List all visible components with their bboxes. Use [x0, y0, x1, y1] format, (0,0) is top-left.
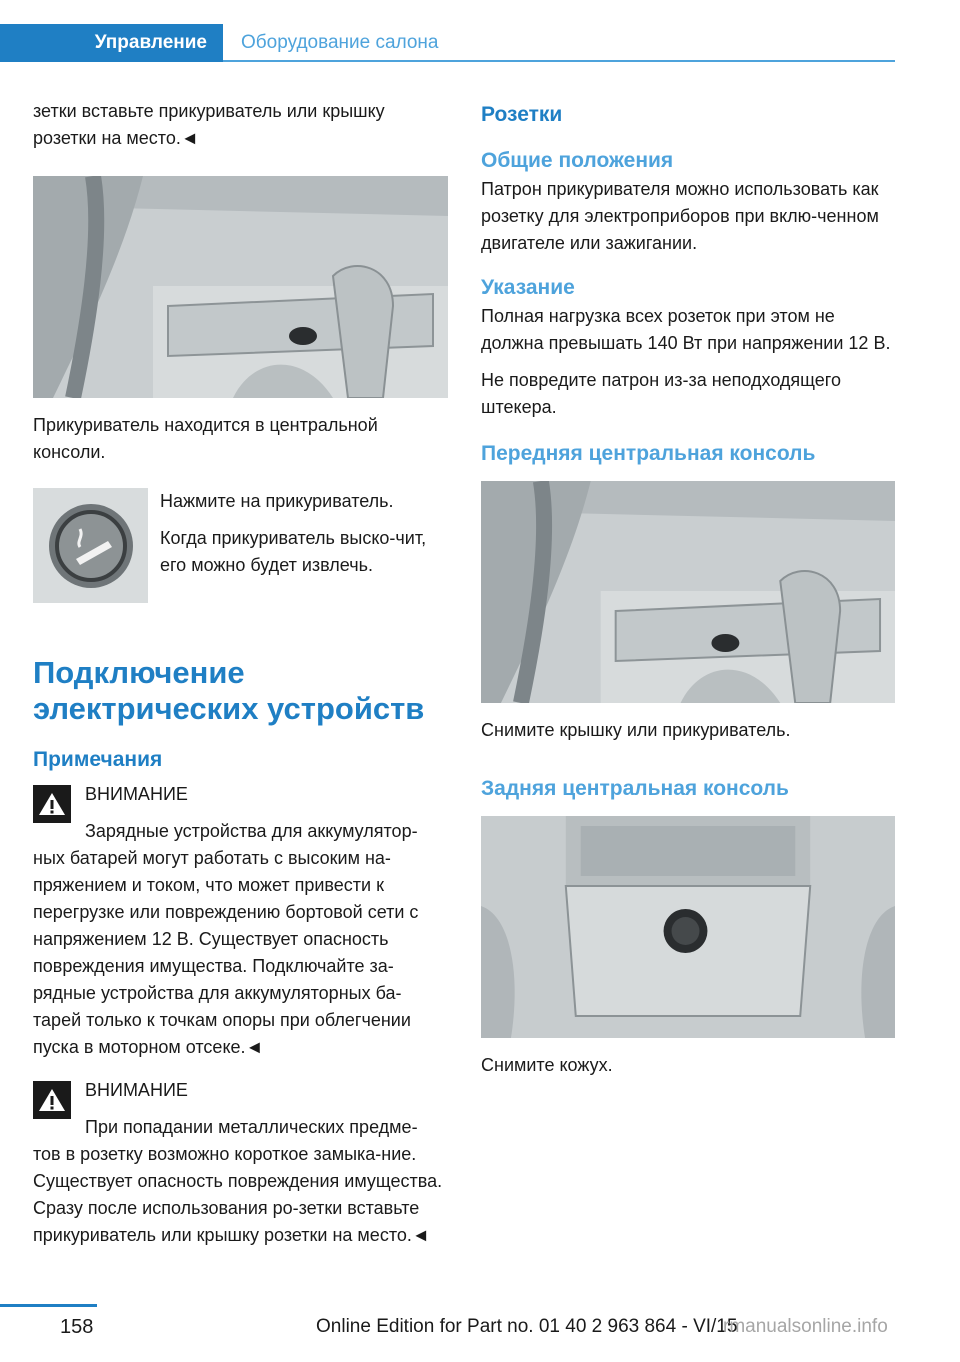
- rear-console-caption: Снимите кожух.: [481, 1055, 613, 1075]
- warning-label: ВНИМАНИЕ: [85, 784, 188, 804]
- front-console-photo: [481, 481, 895, 703]
- intro-text: зетки вставьте прикуриватель или крышку розетки на место.◄: [33, 101, 385, 148]
- footer-rule: [0, 1304, 97, 1307]
- watermark: rmanualsonline.info: [723, 1316, 888, 1337]
- rear-console-title: Задняя центральная консоль: [481, 777, 789, 800]
- header-bar: [0, 24, 895, 62]
- warning-block-1: [33, 781, 448, 845]
- section-tab[interactable]: Оборудование салона: [241, 32, 439, 53]
- warning-triangle-icon: [33, 785, 71, 823]
- general-title: Общие положения: [481, 149, 674, 172]
- front-console-title: Передняя центральная консоль: [481, 442, 816, 465]
- left-column: [33, 98, 448, 1249]
- sockets-title: Розетки: [481, 103, 563, 126]
- rear-console-photo: [481, 816, 895, 1038]
- press-instruction: Нажмите на прикуриватель.: [160, 491, 394, 511]
- lighter-icon-box: [33, 488, 148, 603]
- warning-block-2: [33, 1077, 448, 1141]
- note-text-2: Не повредите патрон из-за неподходящего штекера.: [481, 370, 841, 417]
- right-column: [481, 98, 895, 1079]
- warning-label: ВНИМАНИЕ: [85, 1080, 188, 1100]
- notes-title: Примечания: [33, 748, 163, 771]
- console-photo-lighter: [33, 176, 448, 398]
- warning-lead: При попадании металлических предме-: [85, 1117, 418, 1137]
- warning-lead: Зарядные устройства для аккумулятор-: [85, 821, 418, 841]
- note-text: Полная нагрузка всех розеток при этом не должна превышать 140 Вт при напряжении 12 В.: [481, 306, 891, 353]
- page-number: 158: [60, 1316, 94, 1338]
- note-title: Указание: [481, 276, 575, 299]
- chapter-tab[interactable]: Управление: [0, 24, 223, 62]
- section-title: Подключение электрических устройств: [33, 655, 425, 726]
- edition-line: Online Edition for Part no. 01 40 2 963 864 - VI/15: [316, 1316, 738, 1337]
- warning-body: тов в розетку возможно короткое замыка-ние. Существует опасность повреждения имущества. Сразу после использования ро-зетки вставьте прикуриватель или крышку розетки на место.◄: [33, 1144, 443, 1245]
- warning-body: ных батарей могут работать с высоким на-пряжением и током, что может привести к перегрузке или повреждению бортовой сети с напряжением 12 В. Существует опасность повреждения имущества. Подключайте за-рядные устройства для аккумуляторных ба-тарей только к точкам опоры при облегчении пуска в моторном отсеке.◄: [33, 848, 419, 1057]
- eject-instruction: Когда прикуриватель выско-чит, его можно будет извлечь.: [160, 528, 427, 575]
- photo-caption: Прикуриватель находится в центральной консоли.: [33, 415, 378, 462]
- header-rule: [223, 60, 895, 62]
- front-console-caption: Снимите крышку или прикуриватель.: [481, 720, 791, 740]
- lighter-instruction: [33, 488, 448, 603]
- lighter-icon: [46, 501, 136, 591]
- general-text: Патрон прикуривателя можно использовать как розетку для электроприборов при вклю-ченном двигателе или зажигании.: [481, 179, 879, 253]
- warning-triangle-icon: [33, 1081, 71, 1119]
